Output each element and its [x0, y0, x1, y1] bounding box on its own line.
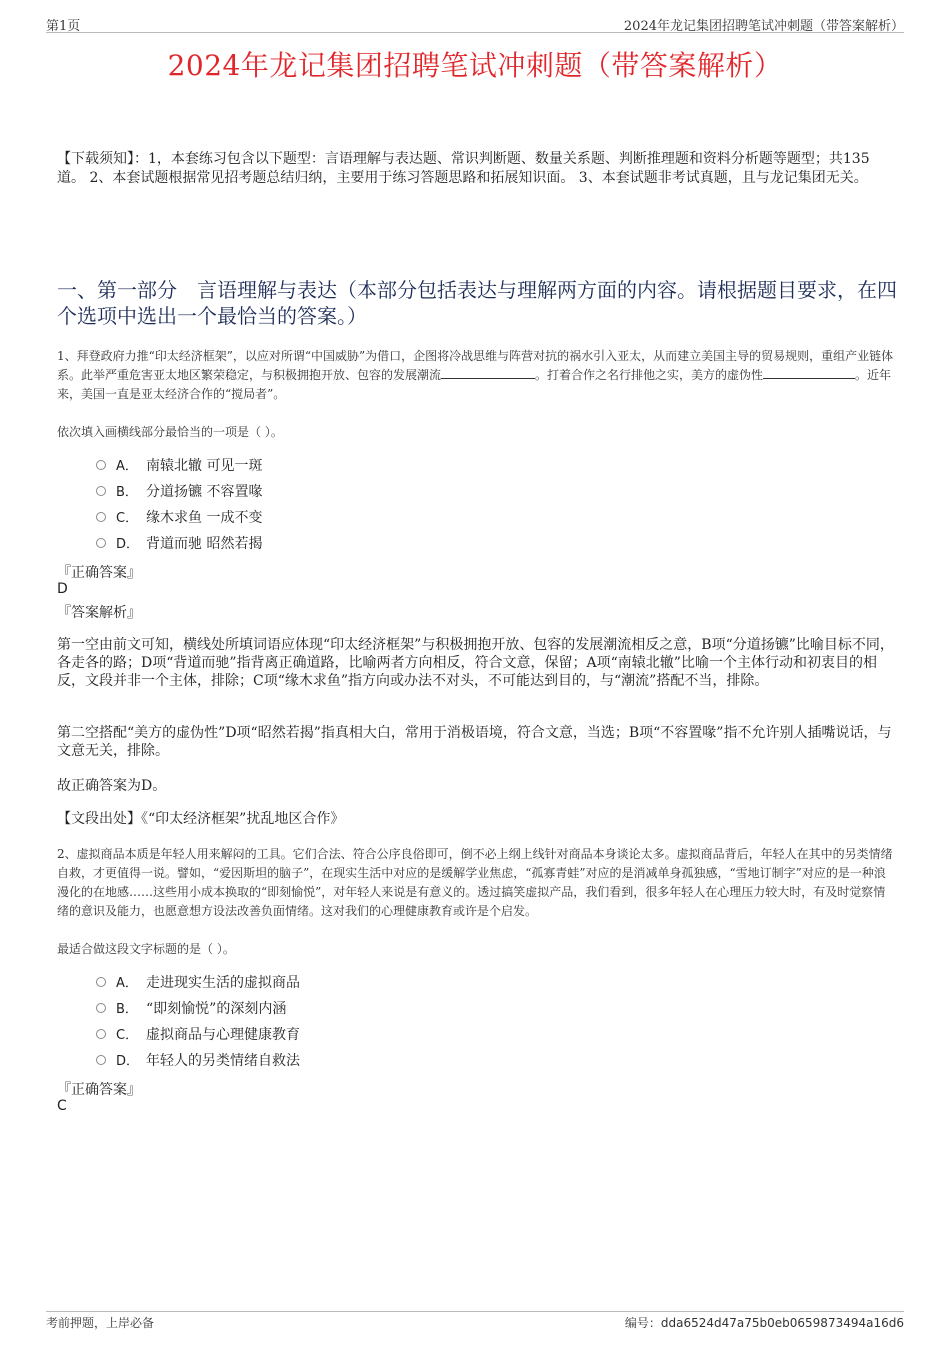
question-2-option-a[interactable] — [96, 973, 300, 993]
question-1-option-a[interactable] — [96, 456, 262, 476]
answer-blank-2 — [763, 366, 855, 379]
option-text: 走进现实生活的虚拟商品 — [146, 975, 300, 991]
question-1-stem-part-a: 1、拜登政府力推“印太经济框架”，以应对所谓“中国威胁”为借口，企图将冷战思维与阵营对抗的祸水引入亚太，从而建立美国主导的贸易规则，重组产业链体系。此举严重危害亚太地区繁荣稳定，与积极拥抱开放、包容的发展潮流 — [57, 349, 894, 382]
option-letter: A． — [116, 459, 138, 474]
page-number: 第1页 — [46, 19, 81, 34]
question-2-answer-label: 『正确答案』 — [57, 1082, 141, 1098]
question-1-analysis-label: 『答案解析』 — [57, 605, 141, 621]
option-letter: B． — [116, 1002, 138, 1017]
question-1-analysis-p3: 故正确答案为D。 — [57, 778, 167, 794]
question-1-answer-label: 『正确答案』 — [57, 565, 141, 581]
header-divider — [46, 32, 904, 33]
option-text: 年轻人的另类情绪自救法 — [146, 1053, 300, 1069]
option-letter: D． — [116, 537, 140, 552]
question-2-prompt: 最适合做这段文字标题的是（ ）。 — [57, 942, 235, 956]
footer-code-value: dda6524d47a75b0eb0659873494a16d6 — [660, 1316, 904, 1330]
question-1-answer: D — [57, 581, 68, 597]
option-text: 分道扬镳 不容置喙 — [146, 484, 263, 500]
question-1-stem-part-c: 。近年来，美国一直是亚太经济合作的“搅局者”。 — [57, 368, 892, 401]
question-1-prompt: 依次填入画横线部分最恰当的一项是（ ）。 — [57, 425, 283, 439]
header-doc-title: 2024年龙记集团招聘笔试冲刺题（带答案解析） — [623, 19, 904, 34]
question-1-analysis-p1: 第一空由前文可知，横线处所填词语应体现“印太经济框架”与积极拥抱开放、包容的发展潮流相反之意，B项“分道扬镳”比喻目标不同，各走各的路；D项“背道而驰”指背离正确道路，比喻两者方向相反，符合文意，保留；A项“南辕北辙”比喻一个主体行动和初衷目的相反，文段并非一个主体，排除；C项“缘木求鱼”指方向或办法不对头，不可能达到目的，与“潮流”搭配不当，排除。 — [57, 637, 894, 689]
question-1-option-b[interactable] — [96, 482, 262, 502]
radio-icon[interactable] — [96, 1003, 106, 1013]
question-2-stem: 2、虚拟商品本质是年轻人用来解闷的工具。它们合法、符合公序良俗即可，倒不必上纲上线针对商品本身谈论太多。虚拟商品背后，年轻人在其中的另类情绪自救，才更值得一说。譬如，“爱因斯坦的脑子”，在现实生活中对应的是缓解学业焦虑，“孤寡青蛙”对应的是消减单身孤独感，“雪地订制字”对应的是一种浪漫化的在地感……这些用小成本换取的“即刻愉悦”，对年轻人来说是有意义的。透过搞笑虚拟产品，我们看到，很多年轻人在心理压力较大时，有及时觉察情绪的意识及能力，也愿意想方设法改善负面情绪。这对我们的心理健康教育或许是个启发。 — [57, 847, 893, 918]
option-letter: B． — [116, 485, 138, 500]
radio-icon[interactable] — [96, 512, 106, 522]
question-1-stem — [57, 347, 897, 404]
option-text: 虚拟商品与心理健康教育 — [146, 1027, 300, 1043]
radio-icon[interactable] — [96, 538, 106, 548]
question-1-analysis-p2: 第二空搭配“美方的虚伪性”D项“昭然若揭”指真相大白，常用于消极语境，符合文意，当选；B项“不容置喙”指不允许别人插嘴说话，与文意无关，排除。 — [57, 725, 892, 759]
option-letter: A． — [116, 976, 138, 991]
radio-icon[interactable] — [96, 486, 106, 496]
download-notice: 【下载须知】：1，本套练习包含以下题型：言语理解与表达题、常识判断题、数量关系题、判断推理题和资料分析题等题型；共135道。 2、本套试题根据常见招考题总结归纳，主要用于练习答题思路和拓展知识面。 3、本套试题非考试真题，且与龙记集团无关。 — [57, 151, 870, 186]
question-2-option-d[interactable] — [96, 1051, 300, 1071]
question-1-source: 【文段出处】《“印太经济框架”扰乱地区合作》 — [57, 811, 345, 827]
radio-icon[interactable] — [96, 1055, 106, 1065]
footer-divider — [46, 1311, 904, 1312]
page-title: 2024年龙记集团招聘笔试冲刺题（带答案解析） — [167, 49, 783, 82]
footer-code — [625, 1314, 904, 1331]
option-text: 缘木求鱼 一成不变 — [146, 510, 263, 526]
option-text: 背道而驰 昭然若揭 — [146, 536, 263, 552]
footer-code-label: 编号： — [624, 1316, 661, 1330]
question-1-stem-part-b: 。打着合作之名行排他之实，美方的虚伪性 — [535, 368, 764, 382]
question-2-option-c[interactable] — [96, 1025, 300, 1045]
radio-icon[interactable] — [96, 977, 106, 987]
question-2-option-b[interactable] — [96, 999, 286, 1019]
footer-slogan: 考前押题，上岸必备 — [46, 1316, 155, 1330]
option-text: 南辕北辙 可见一斑 — [146, 458, 263, 474]
answer-blank-1 — [441, 366, 535, 379]
question-1-option-c[interactable] — [96, 508, 262, 528]
option-letter: C． — [116, 511, 139, 526]
option-letter: D． — [116, 1054, 140, 1069]
section-heading: 一、第一部分 言语理解与表达（本部分包括表达与理解两方面的内容。请根据题目要求，在四个选项中选出一个最恰当的答案。） — [57, 278, 897, 328]
question-1-option-d[interactable] — [96, 534, 262, 554]
radio-icon[interactable] — [96, 460, 106, 470]
option-text: “即刻愉悦”的深刻内涵 — [146, 1001, 287, 1017]
option-letter: C． — [116, 1028, 139, 1043]
question-2-answer: C — [57, 1098, 67, 1114]
radio-icon[interactable] — [96, 1029, 106, 1039]
